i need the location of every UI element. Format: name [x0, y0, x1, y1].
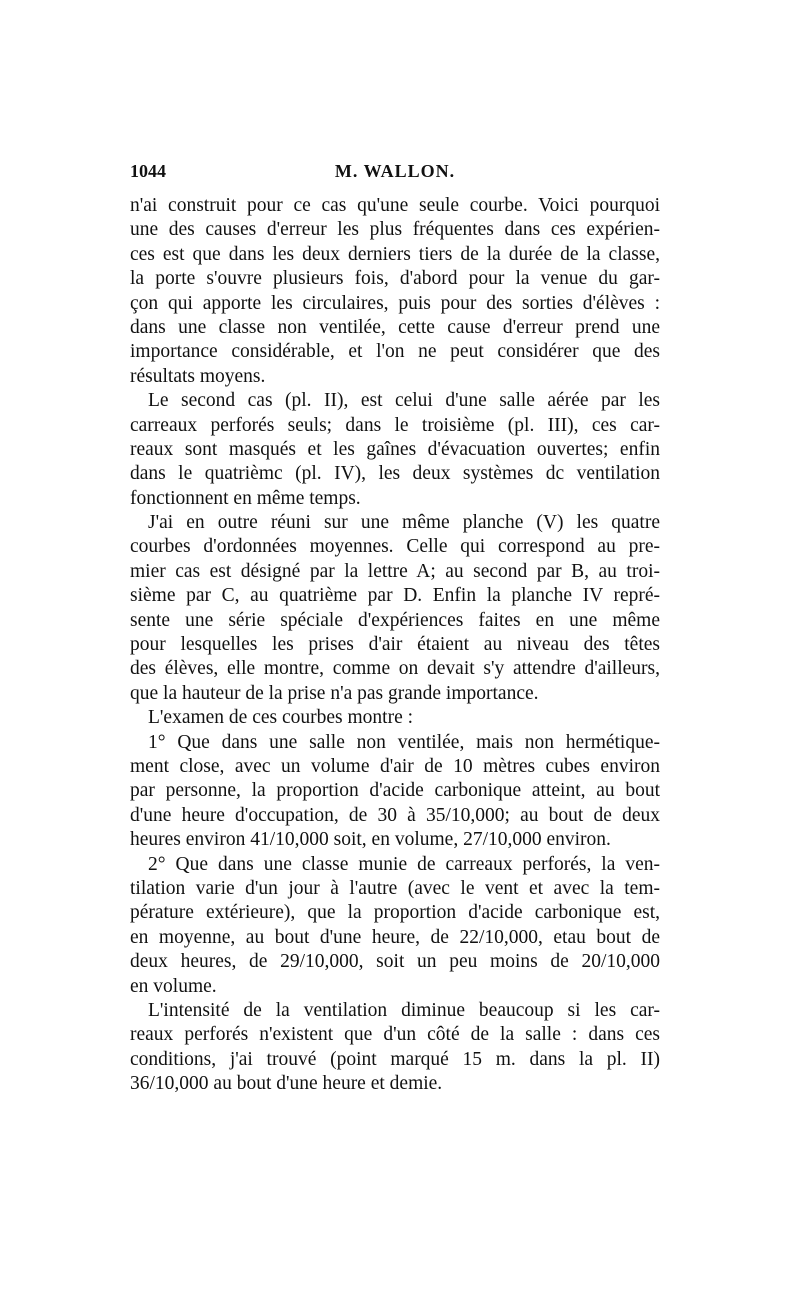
text-line: sente une série spéciale d'expériences faites en une même — [130, 609, 660, 631]
text-line: ment close, avec un volume d'air de 10 mètres cubes environ — [130, 755, 660, 777]
text-line: courbes d'ordonnées moyennes. Celle qui correspond au pre- — [130, 536, 660, 558]
text-line: J'ai en outre réuni sur une même planche (V) les quatre — [148, 512, 660, 534]
text-line: çon qui apporte les circulaires, puis pour des sorties d'élèves : — [130, 292, 660, 314]
text-line: tilation varie d'un jour à l'autre (avec le vent et avec la tem- — [130, 877, 660, 899]
page-number: 1044 — [130, 161, 166, 181]
text-line: en volume. — [130, 975, 217, 997]
text-line: ces est que dans les deux derniers tiers de la durée de la classe, — [130, 243, 660, 265]
text-line: résultats moyens. — [130, 365, 266, 387]
text-line: Le second cas (pl. II), est celui d'une salle aérée par les — [148, 390, 660, 412]
text-line: conditions, j'ai trouvé (point marqué 15 m. dans la pl. II) — [130, 1048, 660, 1070]
text-line: 36/10,000 au bout d'une heure et demie. — [130, 1073, 443, 1095]
text-line: par personne, la proportion d'acide carbonique atteint, au bout — [130, 780, 660, 802]
text-line: pérature extérieure), que la proportion d'acide carbonique est, — [130, 902, 660, 924]
text-line: que la hauteur de la prise n'a pas grande importance. — [130, 682, 539, 704]
text-line: une des causes d'erreur les plus fréquentes dans ces expérien- — [130, 219, 660, 241]
text-line: 1° Que dans une salle non ventilée, mais non hermétique- — [148, 731, 660, 753]
text-line: dans une classe non ventilée, cette cause d'erreur prend une — [130, 316, 660, 338]
text-line: 2° Que dans une classe munie de carreaux perforés, la ven- — [148, 853, 660, 875]
text-line: mier cas est désigné par la lettre A; au second par B, au troi- — [130, 560, 660, 582]
text-line: reaux sont masqués et les gaînes d'évacuation ouvertes; enfin — [130, 438, 660, 460]
text-line: L'intensité de la ventilation diminue beaucoup si les car- — [148, 999, 660, 1021]
text-line: reaux perforés n'existent que d'un côté de la salle : dans ces — [130, 1024, 660, 1046]
body-text — [130, 194, 660, 1096]
text-line: dans le quatrièmc (pl. IV), les deux systèmes dc ventilation — [130, 463, 660, 485]
text-line: n'ai construit pour ce cas qu'une seule courbe. Voici pourquoi — [130, 195, 660, 216]
text-line: des élèves, elle montre, comme on devait s'y attendre d'ailleurs, — [130, 658, 660, 680]
text-line: fonctionnent en même temps. — [130, 487, 361, 509]
text-line: la porte s'ouvre plusieurs fois, d'abord pour la venue du gar- — [130, 268, 660, 290]
text-line: sième par C, au quatrième par D. Enfin la planche IV repré- — [130, 585, 660, 607]
text-line: importance considérable, et l'on ne peut considérer que des — [130, 341, 660, 363]
running-title: M. WALLON. — [334, 161, 456, 181]
text-line: en moyenne, au bout d'une heure, de 22/10,000, etau bout de — [130, 926, 660, 948]
text-line: heures environ 41/10,000 soit, en volume, 27/10,000 environ. — [130, 829, 611, 851]
text-line: deux heures, de 29/10,000, soit un peu moins de 20/10,000 — [130, 951, 660, 973]
text-line: pour lesquelles les prises d'air étaient au niveau des têtes — [130, 634, 660, 656]
text-line: carreaux perforés seuls; dans le troisième (pl. III), ces car- — [130, 414, 660, 436]
text-line: L'examen de ces courbes montre : — [148, 707, 414, 729]
text-line: d'une heure d'occupation, de 30 à 35/10,000; au bout de deux — [130, 804, 660, 826]
